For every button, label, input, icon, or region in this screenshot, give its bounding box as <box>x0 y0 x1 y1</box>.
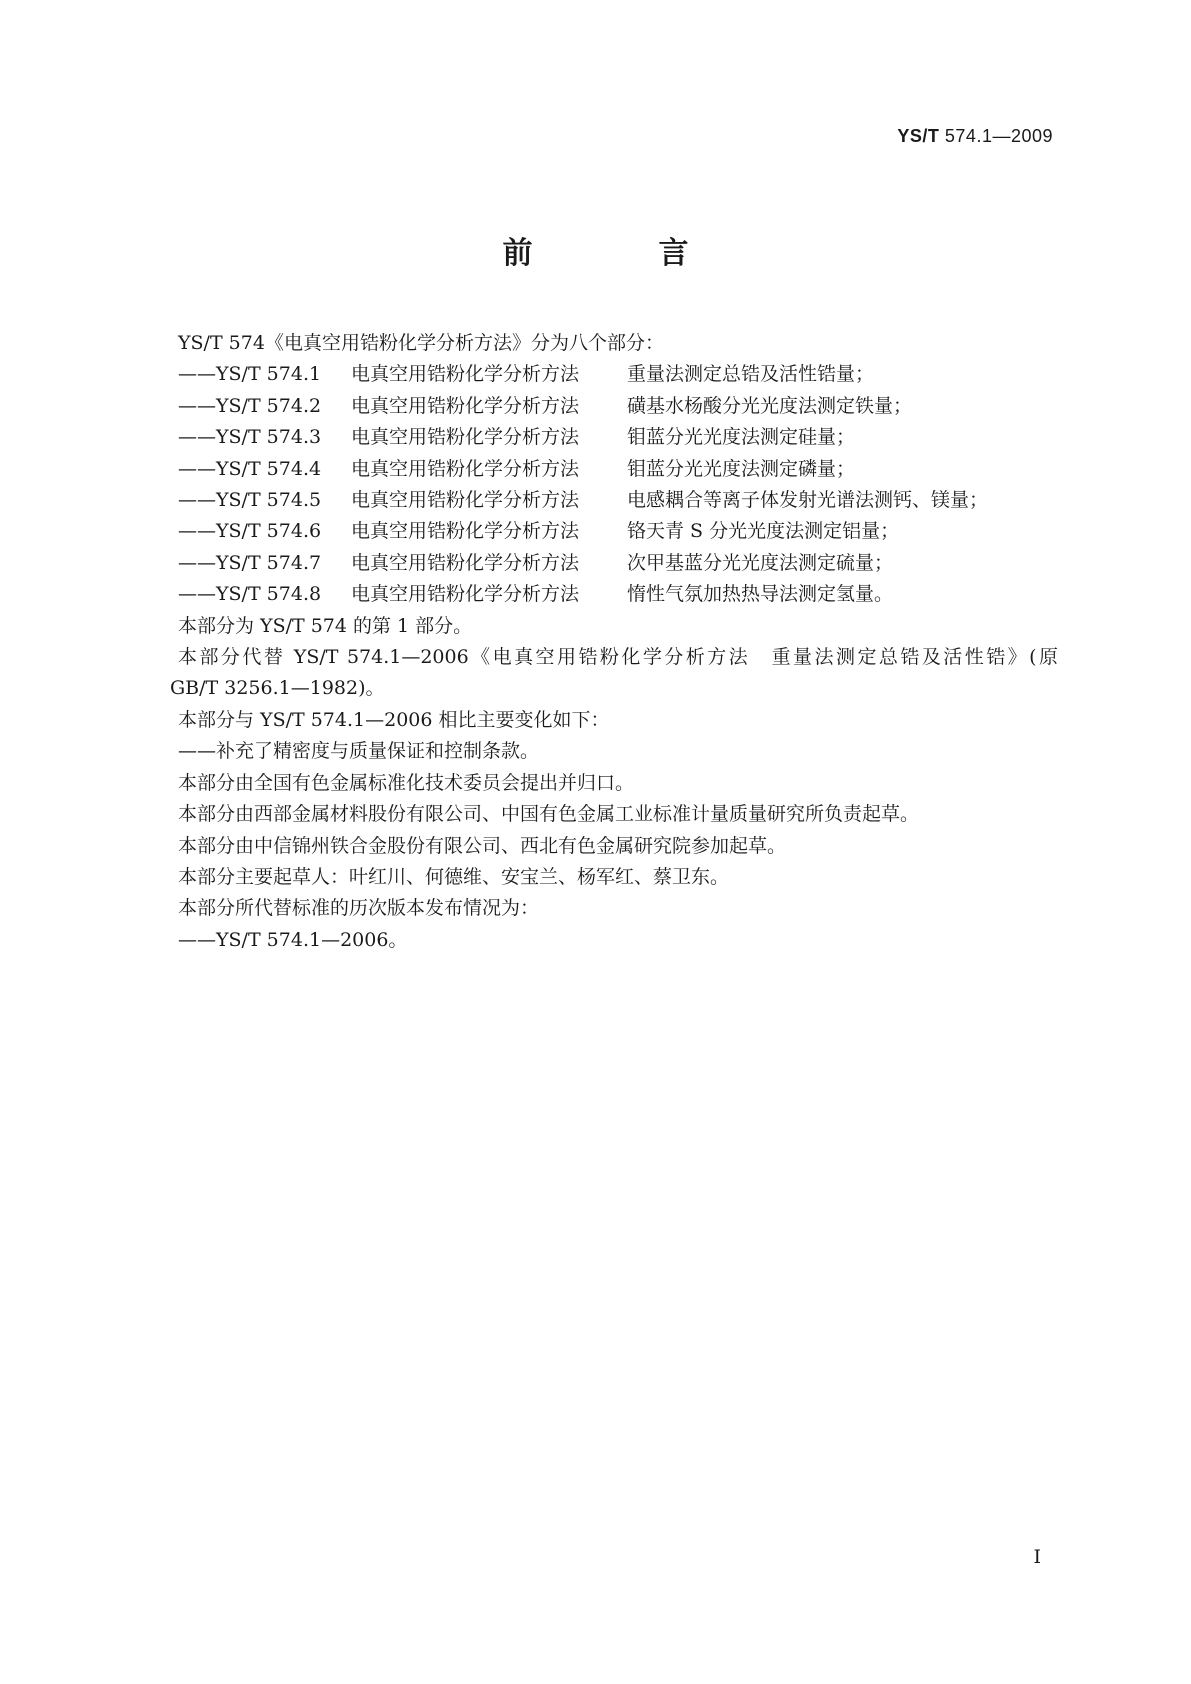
part-method: 电真空用锆粉化学分析方法 <box>351 489 580 512</box>
part-description: 重量法测定总锆及活性锆量； <box>627 363 875 386</box>
intro-paragraph: YS/T 574《电真空用锆粉化学分析方法》分为八个部分： <box>178 332 664 354</box>
history-item: ——YS/T 574.1—2006。 <box>178 928 408 951</box>
list-item <box>178 359 1058 390</box>
change-item: ——补充了精密度与质量保证和控制条款。 <box>178 740 540 763</box>
list-dash: —— <box>178 489 216 512</box>
part-code: YS/T 574.7 <box>216 551 322 574</box>
part-method: 电真空用锆粉化学分析方法 <box>351 520 580 543</box>
list-dash: —— <box>178 551 216 574</box>
changes-paragraph: 本部分与 YS/T 574.1—2006 相比主要变化如下： <box>178 708 610 731</box>
replaces-paragraph <box>170 642 1058 705</box>
part-description: 电感耦合等离子体发射光谱法测钙、镁量； <box>627 489 989 512</box>
part-method: 电真空用锆粉化学分析方法 <box>351 394 580 417</box>
drafters-paragraph: 本部分主要起草人：叶红川、何德维、安宝兰、杨军红、蔡卫东。 <box>178 865 730 888</box>
history-intro-paragraph: 本部分所代替标准的历次版本发布情况为： <box>178 897 540 920</box>
document-code-number: 574.1—2009 <box>944 126 1053 146</box>
part-method: 电真空用锆粉化学分析方法 <box>351 551 580 574</box>
list-dash: —— <box>178 520 216 543</box>
replaces-line-1: 本部分代替 YS/T 574.1—2006《电真空用锆粉化学分析方法 重量法测定总锆及活性锆》(原 <box>178 646 1058 669</box>
part-code: YS/T 574.1 <box>216 363 322 386</box>
proposed-paragraph: 本部分由全国有色金属标准化技术委员会提出并归口。 <box>178 771 635 794</box>
list-item <box>178 579 1058 610</box>
part-description: 钼蓝分光光度法测定硅量； <box>627 426 856 449</box>
document-code-prefix: YS/T <box>897 126 940 146</box>
list-dash: —— <box>178 394 216 417</box>
foreword-body <box>170 328 1058 956</box>
list-item <box>178 454 1058 485</box>
part-method: 电真空用锆粉化学分析方法 <box>351 583 580 606</box>
page-number: I <box>1033 1546 1041 1568</box>
part-description: 铬天青 S 分光光度法测定铝量； <box>627 520 900 543</box>
part-code: YS/T 574.8 <box>216 583 322 606</box>
part-method: 电真空用锆粉化学分析方法 <box>351 426 580 449</box>
part-description: 钼蓝分光光度法测定磷量； <box>627 457 856 480</box>
replaces-line-2: GB/T 3256.1—1982)。 <box>170 677 385 700</box>
list-item <box>178 485 1058 516</box>
list-dash: —— <box>178 457 216 480</box>
part-description: 次甲基蓝分光光度法测定硫量； <box>627 551 894 574</box>
part-code: YS/T 574.4 <box>216 457 322 480</box>
part-code: YS/T 574.5 <box>216 489 322 512</box>
list-dash: —— <box>178 583 216 606</box>
list-item <box>178 516 1058 547</box>
list-dash: —— <box>178 363 216 386</box>
part-of-paragraph: 本部分为 YS/T 574 的第 1 部分。 <box>178 614 473 637</box>
part-code: YS/T 574.2 <box>216 394 322 417</box>
list-item <box>178 422 1058 453</box>
part-description: 惰性气氛加热热导法测定氢量。 <box>627 583 894 606</box>
part-code: YS/T 574.3 <box>216 426 322 449</box>
list-item <box>178 391 1058 422</box>
list-dash: —— <box>178 426 216 449</box>
document-code <box>897 126 1053 147</box>
part-method: 电真空用锆粉化学分析方法 <box>351 363 580 386</box>
page-title: 前 言 <box>502 236 737 271</box>
part-method: 电真空用锆粉化学分析方法 <box>351 457 580 480</box>
part-description: 磺基水杨酸分光光度法测定铁量； <box>627 394 913 417</box>
list-item <box>178 548 1058 579</box>
participated-paragraph: 本部分由中信锦州铁合金股份有限公司、西北有色金属研究院参加起草。 <box>178 834 787 857</box>
drafted-by-paragraph: 本部分由西部金属材料股份有限公司、中国有色金属工业标准计量质量研究所负责起草。 <box>178 803 920 826</box>
part-code: YS/T 574.6 <box>216 520 322 543</box>
